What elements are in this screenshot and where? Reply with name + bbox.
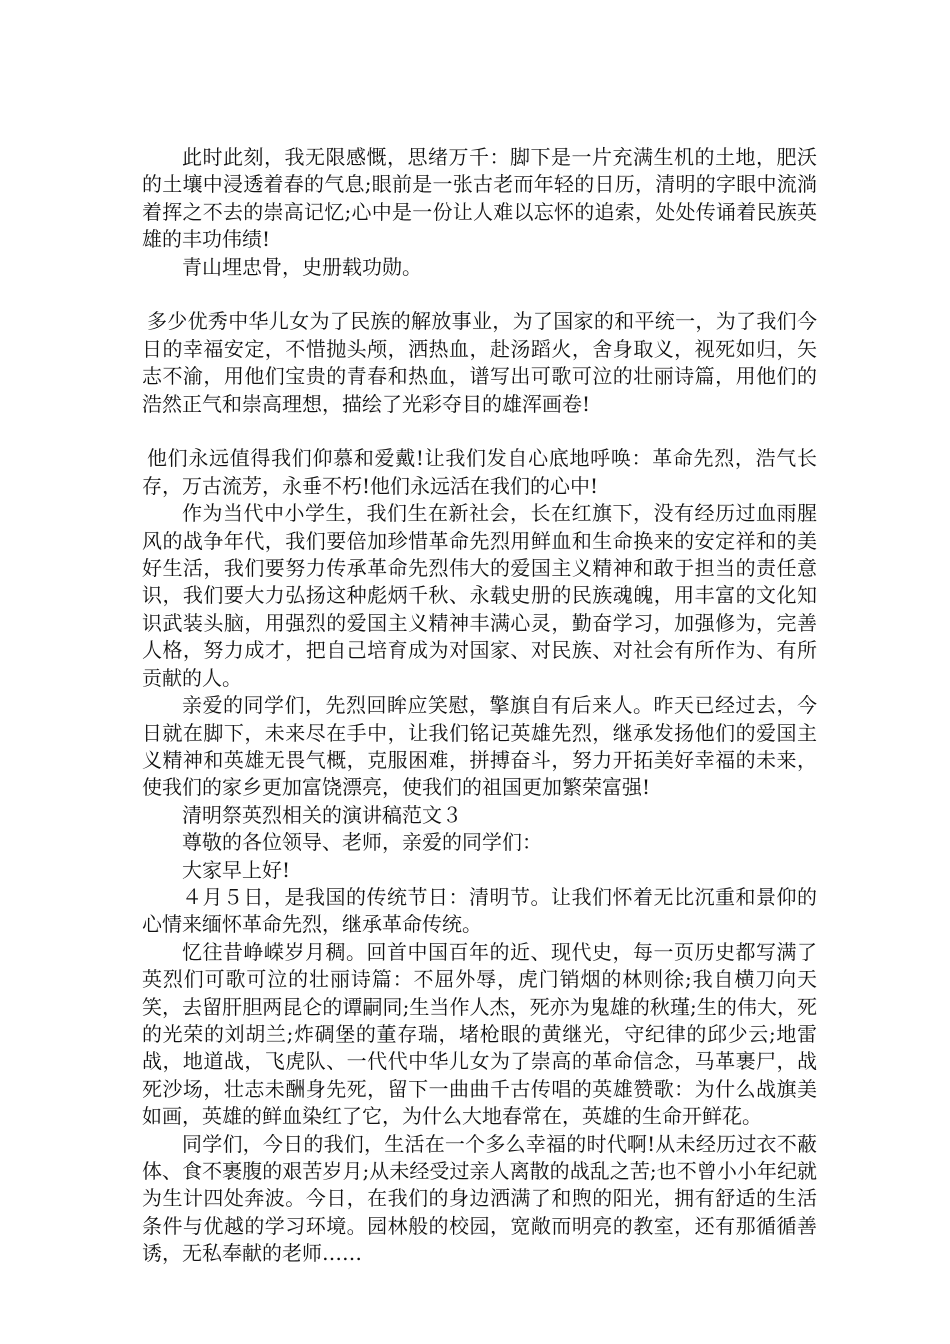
- paragraph: 亲爱的同学们，先烈回眸应笑慰，擎旗自有后来人。昨天已经过去，今日就在脚下，未来尽在手中，让我们铭记英雄先烈，继承发扬他们的爱国主义精神和英雄无畏气概，克服困难，拼搏奋斗，努力开拓美好幸福的未来，使我们的家乡更加富饶漂亮，使我们的祖国更加繁荣富强!: [142, 693, 817, 800]
- blank-line: [142, 418, 817, 445]
- greeting: 大家早上好!: [182, 857, 291, 882]
- paragraph: 青山埋忠骨，史册载功勋。: [182, 254, 422, 279]
- document-body: [142, 144, 817, 1268]
- paragraph: 忆往昔峥嵘岁月稠。回首中国百年的近、现代史，每一页历史都写满了英烈们可歌可泣的壮丽诗篇：不屈外辱，虎门销烟的林则徐;我自横刀向天笑，去留肝胆两昆仑的谭嗣同;生当作人杰，死亦为鬼雄的秋瑾;生的伟大，死的光荣的刘胡兰;炸碉堡的董存瑞，堵枪眼的黄继光，守纪律的邱少云;地雷战，地道战，飞虎队、一代代中华儿女为了崇高的革命信念，马革裹尸，战死沙场，壮志未酬身先死，留下一曲曲千古传唱的英雄赞歌：为什么战旗美如画，英雄的鲜血染红了它，为什么大地春常在，英雄的生命开鲜花。: [142, 939, 817, 1129]
- section-heading: 清明祭英烈相关的演讲稿范文３: [182, 802, 462, 827]
- paragraph: 作为当代中小学生，我们生在新社会，长在红旗下，没有经历过血雨腥风的战争年代，我们要倍加珍惜革命先烈用鲜血和生命换来的安定祥和的美好生活，我们要努力传承革命先烈伟大的爱国主义精神和敢于担当的责任意识，我们要大力弘扬这种彪炳千秋、永载史册的民族魂魄，用丰富的文化知识武装头脑，用强烈的爱国主义精神丰满心灵，勤奋学习，加强修为，完善人格，努力成才，把自己培育成为对国家、对民族、对社会有所作为、有所贡献的人。: [142, 501, 817, 690]
- paragraph: 他们永远值得我们仰慕和爱戴!让我们发自心底地呼唤：革命先烈，浩气长存，万古流芳，永垂不朽!他们永远活在我们的心中!: [142, 446, 817, 498]
- salutation: 尊敬的各位领导、老师，亲爱的同学们：: [182, 830, 542, 855]
- paragraph: 多少优秀中华儿女为了民族的解放事业，为了国家的和平统一，为了我们今日的幸福安定，不惜抛头颅，洒热血，赴汤蹈火，舍身取义，视死如归，矢志不渝，用他们宝贵的青春和热血，谱写出可歌可泣的壮丽诗篇，用他们的浩然正气和崇高理想，描绘了光彩夺目的雄浑画卷!: [142, 309, 817, 416]
- blank-line: [142, 281, 817, 308]
- paragraph: 同学们，今日的我们，生活在一个多么幸福的时代啊!从未经历过衣不蔽体、食不裹腹的艰苦岁月;从未经受过亲人离散的战乱之苦;也不曾小小年纪就为生计四处奔波。今日，在我们的身边洒满了和煦的阳光，拥有舒适的生活条件与优越的学习环境。园林般的校园，宽敞而明亮的教室，还有那循循善诱，无私奉献的老师……: [142, 1131, 817, 1266]
- paragraph: 此时此刻，我无限感慨，思绪万千：脚下是一片充满生机的土地，肥沃的土壤中浸透着春的气息;眼前是一张古老而年轻的日历，清明的字眼中流淌着挥之不去的崇高记忆;心中是一份让人难以忘怀的追索，处处传诵着民族英雄的丰功伟绩!: [142, 145, 817, 252]
- paragraph: ４月５日，是我国的传统节日：清明节。让我们怀着无比沉重和景仰的心情来缅怀革命先烈，继承革命传统。: [142, 884, 817, 937]
